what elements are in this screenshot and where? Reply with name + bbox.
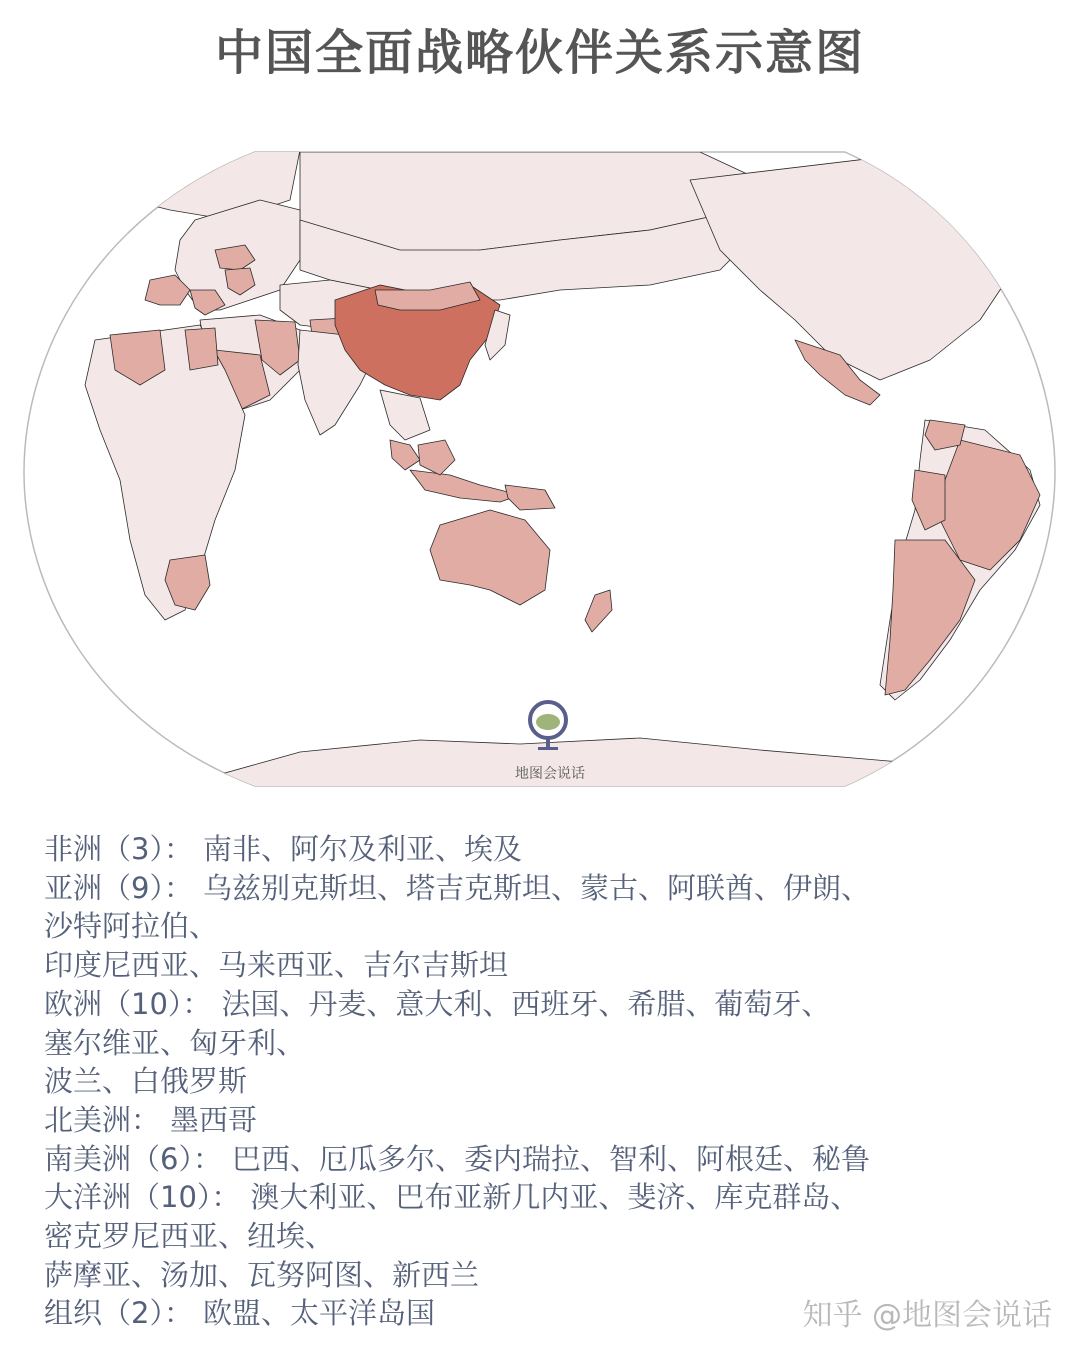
legend-count: （2）： xyxy=(102,1296,193,1331)
legend-line xyxy=(44,1140,1044,1179)
legend-count: （3）： xyxy=(102,832,193,866)
legend-count: （6）： xyxy=(131,1141,222,1176)
legend-line xyxy=(44,830,1044,869)
legend-line xyxy=(44,869,1044,908)
legend-line xyxy=(44,1256,1044,1295)
legend-region: 非洲 xyxy=(44,832,103,866)
legend-region: 南美洲 xyxy=(44,1141,132,1176)
legend-line xyxy=(44,985,1044,1024)
legend-region: 亚洲 xyxy=(44,870,103,905)
legend-region: 大洋洲 xyxy=(44,1180,132,1215)
legend-line xyxy=(44,946,1044,985)
legend-countries: 巴西、厄瓜多尔、委内瑞拉、智利、阿根廷、秘鲁 xyxy=(231,1141,870,1176)
legend-count: （10）： xyxy=(102,986,212,1021)
legend-countries: 法国、丹麦、意大利、西班牙、希腊、葡萄牙、 xyxy=(221,986,831,1021)
legend-countries: 萨摩亚、汤加、瓦努阿图、新西兰 xyxy=(44,1257,480,1292)
legend-region: 北美洲 xyxy=(44,1102,132,1137)
legend-countries: 墨西哥 xyxy=(170,1102,258,1137)
legend-countries: 印度尼西亚、马来西亚、吉尔吉斯坦 xyxy=(44,948,509,983)
legend-line xyxy=(44,1178,1044,1217)
legend-countries: 欧盟、太平洋岛国 xyxy=(202,1296,435,1331)
legend-count: ： xyxy=(131,1102,161,1137)
legend-region: 组织 xyxy=(44,1296,103,1331)
logo-text: 地图会说话 xyxy=(515,766,585,782)
legend-line xyxy=(44,1024,1044,1063)
legend-countries: 乌兹别克斯坦、塔吉克斯坦、蒙古、阿联酋、伊朗、 xyxy=(202,870,870,905)
legend-countries: 密克罗尼西亚、纽埃、 xyxy=(44,1219,335,1254)
legend-countries: 沙特阿拉伯、 xyxy=(44,909,219,944)
legend-count: （9）： xyxy=(102,870,193,905)
legend-countries: 塞尔维亚、匈牙利、 xyxy=(44,1025,306,1060)
legend-line xyxy=(44,1101,1044,1140)
partner-legend xyxy=(44,830,1044,1333)
legend-region: 欧洲 xyxy=(44,986,103,1021)
legend-line xyxy=(44,907,1044,946)
legend-line xyxy=(44,1217,1044,1256)
legend-count: （10）： xyxy=(131,1180,241,1215)
partner-egypt xyxy=(185,328,218,370)
legend-countries: 澳大利亚、巴布亚新几内亚、斐济、库克群岛、 xyxy=(250,1180,860,1215)
map-title: 中国全面战略伙伴关系示意图 xyxy=(214,25,865,81)
legend-countries: 南非、阿尔及利亚、埃及 xyxy=(202,832,522,866)
legend-countries: 波兰、白俄罗斯 xyxy=(44,1064,248,1099)
legend-line xyxy=(44,1062,1044,1101)
watermark: 知乎 @地图会说话 xyxy=(802,1298,1052,1333)
world-map xyxy=(0,140,1080,800)
